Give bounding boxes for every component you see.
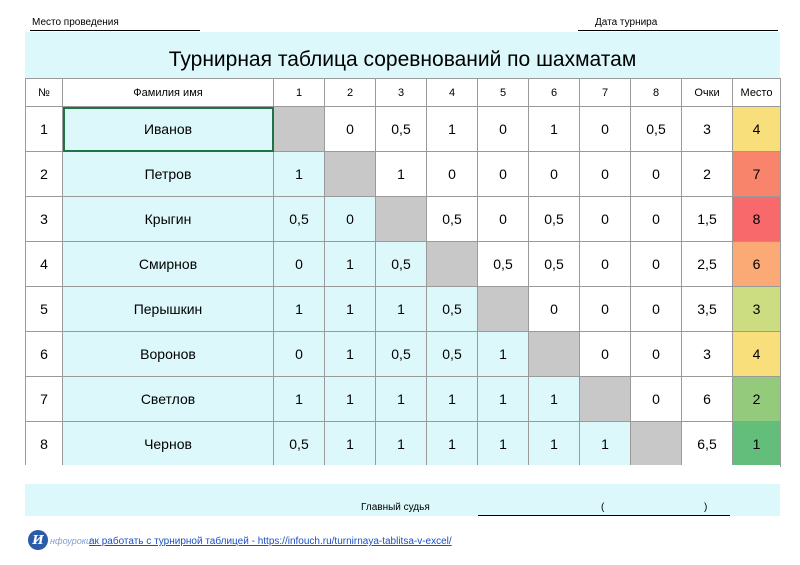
points-cell[interactable]: 1,5 [682,197,733,242]
result-cell[interactable]: 0,5 [529,242,580,287]
result-cell[interactable]: 1 [478,422,529,467]
result-cell[interactable]: 0 [478,107,529,152]
spacer-row[interactable] [25,465,780,485]
table-row [26,287,781,332]
player-name-cell[interactable]: Перышкин [63,287,274,332]
page-title: Турнирная таблица соревнований по шахматам [168,48,637,71]
header-points[interactable]: Очки [682,79,733,107]
result-cell[interactable]: 1 [529,107,580,152]
points-cell[interactable]: 6,5 [682,422,733,467]
result-cell[interactable]: 0 [631,332,682,377]
header-place[interactable]: Место [733,79,781,107]
row-number[interactable]: 5 [26,287,63,332]
points-cell[interactable]: 2,5 [682,242,733,287]
row-number[interactable]: 3 [26,197,63,242]
result-cell[interactable]: 0 [478,197,529,242]
player-name-cell[interactable]: Светлов [63,377,274,422]
result-cell[interactable]: 0 [580,107,631,152]
place-cell[interactable]: 4 [733,107,781,152]
result-cell[interactable]: 1 [478,332,529,377]
result-cell[interactable]: 0 [631,152,682,197]
result-cell[interactable]: 0 [529,287,580,332]
result-cell[interactable]: 1 [274,287,325,332]
diagonal-cell[interactable] [529,332,580,377]
result-cell[interactable]: 1 [274,152,325,197]
result-cell[interactable]: 0,5 [478,242,529,287]
result-cell[interactable]: 0 [274,332,325,377]
result-cell[interactable]: 0 [427,152,478,197]
result-cell[interactable]: 1 [427,422,478,467]
header-row [26,79,781,107]
result-cell[interactable]: 0,5 [529,197,580,242]
player-name-cell[interactable]: Крыгин [63,197,274,242]
sheet-header [0,0,800,30]
diagonal-cell[interactable] [478,287,529,332]
result-cell[interactable]: 0 [580,197,631,242]
result-cell[interactable]: 0 [631,377,682,422]
result-cell[interactable]: 0 [580,332,631,377]
diagonal-cell[interactable] [274,107,325,152]
result-cell[interactable]: 1 [325,332,376,377]
header-opponent-5[interactable]: 5 [478,79,529,107]
result-cell[interactable]: 0,5 [376,107,427,152]
header-opponent-7[interactable]: 7 [580,79,631,107]
result-cell[interactable]: 0 [274,242,325,287]
result-cell[interactable]: 0 [580,287,631,332]
result-cell[interactable]: 0,5 [631,107,682,152]
result-cell[interactable]: 1 [274,377,325,422]
result-cell[interactable]: 1 [376,287,427,332]
result-cell[interactable]: 1 [376,152,427,197]
place-cell[interactable]: 2 [733,377,781,422]
chief-judge-underline [478,515,730,516]
result-cell[interactable]: 1 [325,422,376,467]
result-cell[interactable]: 1 [376,377,427,422]
points-cell[interactable]: 3 [682,332,733,377]
header-opponent-3[interactable]: 3 [376,79,427,107]
table-body [26,107,781,467]
judge-paren-open: ( [601,502,605,513]
table-row [26,107,781,152]
header-name[interactable]: Фамилия имя [63,79,274,107]
date-label: Дата турнира [595,17,658,28]
result-cell[interactable]: 0 [580,242,631,287]
place-cell[interactable]: 7 [733,152,781,197]
table-row [26,152,781,197]
player-name-cell-selected[interactable]: Иванов [63,107,274,152]
place-cell[interactable]: 8 [733,197,781,242]
help-link[interactable]: ак работать с турнирной таблицей - https://infouch.ru/turnirnaya-tablitsa-v-excel/ [89,536,452,547]
chief-judge-label: Главный судья [361,502,430,513]
points-cell[interactable]: 3,5 [682,287,733,332]
row-number[interactable]: 1 [26,107,63,152]
result-cell[interactable]: 1 [325,377,376,422]
player-name-cell[interactable]: Чернов [63,422,274,467]
row-number[interactable]: 8 [26,422,63,467]
header-opponent-8[interactable]: 8 [631,79,682,107]
result-cell[interactable]: 1 [478,377,529,422]
place-cell[interactable]: 6 [733,242,781,287]
points-cell[interactable]: 6 [682,377,733,422]
player-name-cell[interactable]: Смирнов [63,242,274,287]
result-cell[interactable]: 1 [529,377,580,422]
result-cell[interactable]: 0,5 [427,197,478,242]
header-opponent-2[interactable]: 2 [325,79,376,107]
header-opponent-1[interactable]: 1 [274,79,325,107]
result-cell[interactable]: 0,5 [274,197,325,242]
player-name-cell[interactable]: Воронов [63,332,274,377]
result-cell[interactable]: 0,5 [427,287,478,332]
result-cell[interactable]: 0 [631,197,682,242]
result-cell[interactable]: 1 [427,107,478,152]
points-cell[interactable]: 3 [682,107,733,152]
judge-paren-close: ) [704,502,708,513]
header-opponent-6[interactable]: 6 [529,79,580,107]
place-cell[interactable]: 3 [733,287,781,332]
result-cell[interactable]: 1 [376,422,427,467]
result-cell[interactable]: 1 [427,377,478,422]
result-cell[interactable]: 0,5 [376,332,427,377]
place-cell[interactable]: 1 [733,422,781,467]
date-underline [578,30,778,31]
table-row [26,197,781,242]
row-number[interactable]: 6 [26,332,63,377]
result-cell[interactable]: 1 [580,422,631,467]
result-cell[interactable]: 0 [478,152,529,197]
result-cell[interactable]: 0 [631,287,682,332]
result-cell[interactable]: 0 [529,152,580,197]
diagonal-cell[interactable] [580,377,631,422]
result-cell[interactable]: 1 [529,422,580,467]
table-row [26,377,781,422]
header-no[interactable]: № [26,79,63,107]
result-cell[interactable]: 0 [325,107,376,152]
diagonal-cell[interactable] [631,422,682,467]
row-number[interactable]: 4 [26,242,63,287]
site-logo-text: нфоуроки [50,536,92,546]
tournament-table [25,78,781,467]
diagonal-cell[interactable] [427,242,478,287]
points-cell[interactable]: 2 [682,152,733,197]
venue-underline [30,30,200,31]
row-number[interactable]: 7 [26,377,63,422]
place-cell[interactable]: 4 [733,332,781,377]
result-cell[interactable]: 0,5 [427,332,478,377]
result-cell[interactable]: 0,5 [274,422,325,467]
diagonal-cell[interactable] [376,197,427,242]
header-opponent-4[interactable]: 4 [427,79,478,107]
player-name-cell[interactable]: Петров [63,152,274,197]
result-cell[interactable]: 0 [325,197,376,242]
table-row [26,422,781,467]
venue-label: Место проведения [32,17,119,28]
site-logo-icon: И [28,530,48,550]
result-cell[interactable]: 1 [325,242,376,287]
result-cell[interactable]: 0 [631,242,682,287]
result-cell[interactable]: 1 [325,287,376,332]
table-row [26,332,781,377]
result-cell[interactable]: 0,5 [376,242,427,287]
result-cell[interactable]: 0 [580,152,631,197]
row-number[interactable]: 2 [26,152,63,197]
diagonal-cell[interactable] [325,152,376,197]
table-row [26,242,781,287]
